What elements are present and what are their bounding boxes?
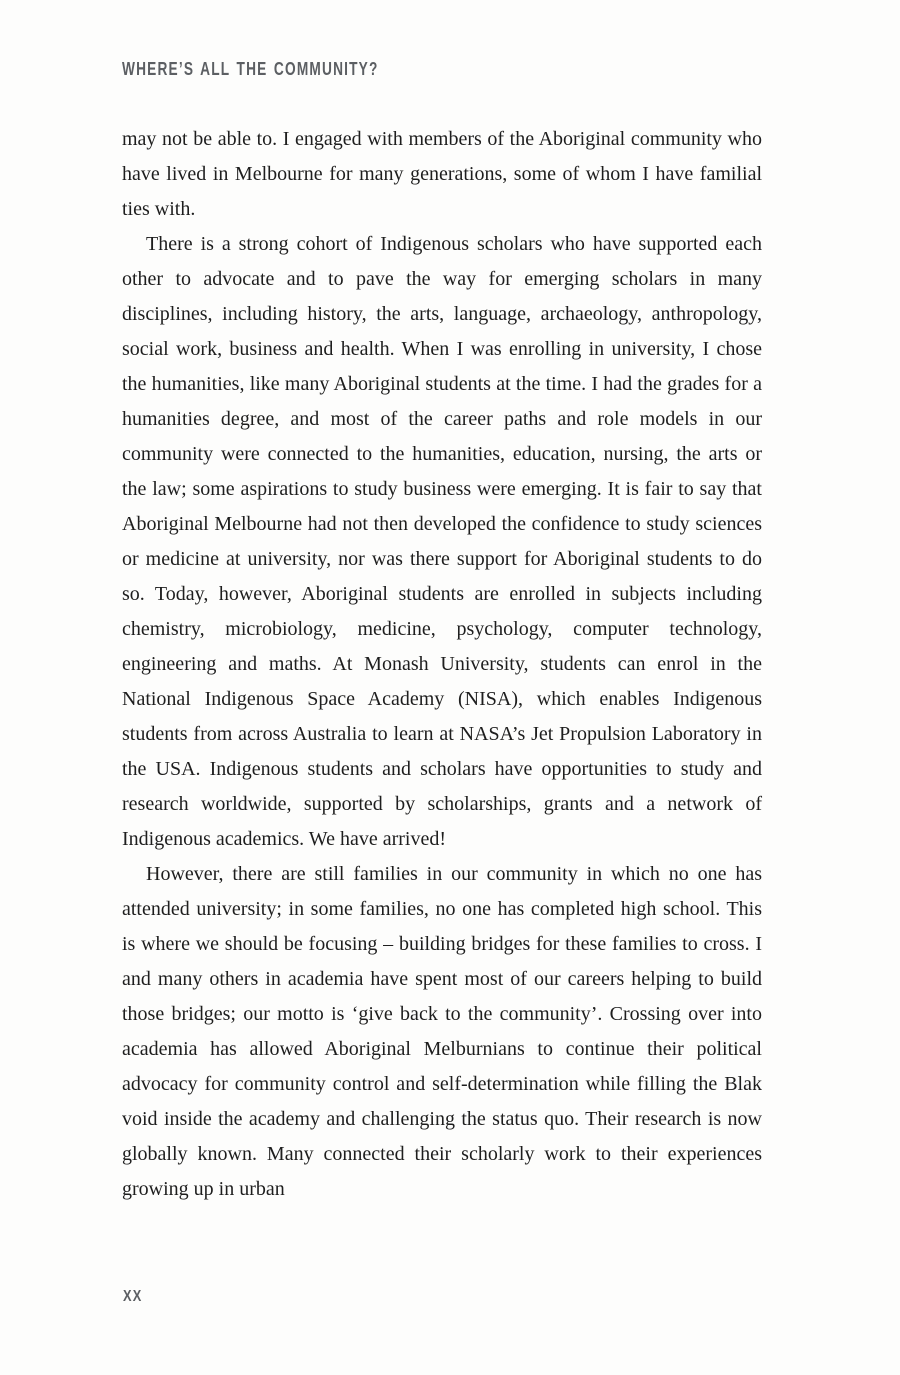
paragraph-continuation: may not be able to. I engaged with members of the Aboriginal community who have lived in Melbourne for many generations, some of whom I have familial ties with. <box>122 128 762 220</box>
running-header: WHERE’S ALL THE COMMUNITY? <box>122 58 379 79</box>
paragraph: There is a strong cohort of Indigenous scholars who have supported each other to advocate and to pave the way for emerging scholars in many disciplines, including history, the arts, language, archaeology, anthropology, social work, business and health. When I was enrolling in university, I chose the humanities, like many Aboriginal students at the time. I had the grades for a humanities degree, and most of the career paths and role models in our community were connected to the humanities, education, nursing, the arts or the law; some aspirations to study business were emerging. It is fair to say that Aboriginal Melbourne had not then developed the confidence to study sciences or medicine at university, nor was there support for Aboriginal students to do so. Today, however, Aboriginal students are enrolled in subjects including chemistry, microbiology, medicine, psychology, computer technology, engineering and maths. At Monash University, students can enrol in the National Indigenous Space Academy (NISA), which enables Indigenous students from across Australia to learn at NASA’s Jet Propulsion Laboratory in the USA. Indigenous students and scholars have opportunities to study and research worldwide, supported by scholarships, grants and a network of Indigenous academics. We have arrived! <box>122 233 762 850</box>
body-text <box>122 122 762 1207</box>
paragraph: However, there are still families in our community in which no one has attended university; in some families, no one has completed high school. This is where we should be focusing – building bridges for these families to cross. I and many others in academia have spent most of our careers helping to build those bridges; our motto is ‘give back to the community’. Crossing over into academia has allowed Aboriginal Melburnians to continue their political advocacy for community control and self-determination while filling the Blak void inside the academy and challenging the status quo. Their research is now globally known. Many connected their scholarly work to their experiences growing up in urban <box>122 863 762 1200</box>
page-number: XX <box>123 1288 143 1305</box>
